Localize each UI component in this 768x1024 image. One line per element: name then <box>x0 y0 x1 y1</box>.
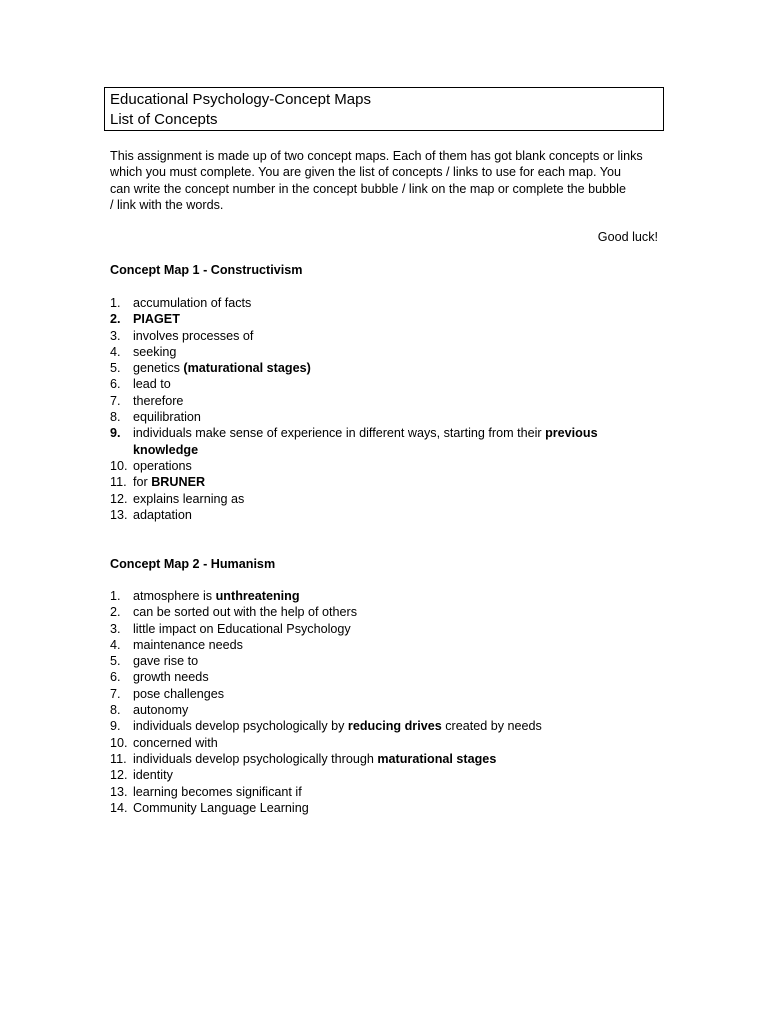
item-text-bold: reducing drives <box>347 719 442 734</box>
list-item <box>110 393 662 409</box>
item-number: 5. <box>110 654 121 669</box>
item-number: 11. <box>110 751 127 766</box>
item-number: 7. <box>110 686 121 701</box>
item-text-part: autonomy <box>133 703 189 718</box>
item-text <box>133 687 224 701</box>
list-item <box>110 474 662 490</box>
item-text <box>133 296 251 310</box>
list-item <box>110 588 662 604</box>
item-text <box>133 312 180 326</box>
item-text <box>133 492 244 506</box>
item-text <box>133 638 243 652</box>
item-text <box>133 622 351 636</box>
list-item <box>110 344 662 360</box>
item-text-bold: maturational stages <box>377 751 497 766</box>
list-item <box>110 767 662 783</box>
list-item <box>110 458 662 474</box>
title-box <box>104 87 664 131</box>
item-number: 4. <box>110 344 121 359</box>
item-number: 6. <box>110 670 121 685</box>
item-text-part: for <box>133 475 152 490</box>
list-item <box>110 621 662 637</box>
item-number: 8. <box>110 703 121 718</box>
list-item <box>110 328 662 344</box>
list-item <box>110 702 662 718</box>
list-item <box>110 735 662 751</box>
item-text <box>133 459 192 473</box>
concept-map-2-title: Concept Map 2 - Humanism <box>110 557 276 571</box>
list-item <box>110 311 662 327</box>
list-item <box>110 507 662 523</box>
item-number: 14. <box>110 800 128 815</box>
item-text <box>133 329 253 343</box>
item-text-part: lead to <box>133 377 171 392</box>
item-number: 12. <box>110 768 128 783</box>
item-number: 12. <box>110 491 128 506</box>
item-text-bold: (maturational stages) <box>183 361 311 376</box>
item-text-part: individuals make sense of experience in different ways, starting from their <box>133 426 546 441</box>
item-text <box>133 508 192 522</box>
item-number: 10. <box>110 458 128 473</box>
list-item <box>110 604 662 620</box>
concept-map-2-list <box>110 588 662 816</box>
intro-paragraph <box>110 148 662 213</box>
item-text-part: accumulation of facts <box>133 296 252 310</box>
list-item <box>110 686 662 702</box>
list-item <box>110 637 662 653</box>
item-text <box>133 410 201 424</box>
item-text-part: Community Language Learning <box>133 800 309 815</box>
item-text <box>133 475 205 489</box>
item-text-part: created by needs <box>441 719 542 734</box>
item-text <box>133 361 311 375</box>
closing-text: Good luck! <box>597 230 658 244</box>
item-text-part: can be sorted out with the help of others <box>133 605 358 620</box>
item-number: 4. <box>110 637 121 652</box>
list-item <box>110 751 662 767</box>
item-text <box>133 801 309 815</box>
item-text-part: adaptation <box>133 507 192 522</box>
item-text-part: individuals develop psychologically by <box>133 719 348 734</box>
item-text <box>133 589 300 603</box>
list-item <box>110 360 662 376</box>
document-title: Educational Psychology-Concept Maps <box>110 91 371 108</box>
item-text <box>133 654 198 668</box>
list-item <box>110 669 662 685</box>
item-text <box>133 345 176 359</box>
list-item <box>110 409 662 425</box>
item-number: 6. <box>110 377 121 392</box>
item-text-part: operations <box>133 458 192 473</box>
item-text-part: therefore <box>133 393 184 408</box>
item-text-part: growth needs <box>133 670 209 685</box>
item-number: 1. <box>110 296 121 310</box>
item-text-part: concerned with <box>133 735 218 750</box>
item-text-part: identity <box>133 768 173 783</box>
item-number: 3. <box>110 328 121 343</box>
item-number: 1. <box>110 589 121 603</box>
list-item <box>110 653 662 669</box>
item-text <box>133 670 209 684</box>
item-text-part: little impact on Educational Psychology <box>133 621 351 636</box>
intro-line: This assignment is made up of two concept maps. Each of them has got blank concepts or links <box>110 149 643 163</box>
list-item <box>110 718 662 734</box>
item-text <box>133 426 598 456</box>
concept-map-1-list <box>110 295 662 523</box>
item-text-part: equilibration <box>133 410 201 425</box>
item-number: 11. <box>110 475 127 490</box>
item-text <box>133 703 188 717</box>
item-number: 8. <box>110 410 121 425</box>
item-text-part: individuals develop psychologically through <box>133 751 378 766</box>
list-item <box>110 800 662 816</box>
item-text <box>133 377 171 391</box>
item-text <box>133 736 218 750</box>
item-text-part: explains learning as <box>133 491 245 506</box>
item-text-part: pose challenges <box>133 686 225 701</box>
list-item <box>110 784 662 800</box>
intro-line: which you must complete. You are given the list of concepts / links to use for each map. You <box>110 165 622 180</box>
item-text-bold: previous knowledge <box>133 426 598 457</box>
list-item <box>110 425 662 458</box>
item-number: 5. <box>110 361 121 376</box>
item-number: 2. <box>110 605 121 620</box>
list-item <box>110 491 662 507</box>
item-number: 9. <box>110 719 121 734</box>
intro-line: can write the concept number in the concept bubble / link on the map or complete the bubble <box>110 181 626 196</box>
item-number: 13. <box>110 507 128 522</box>
list-item <box>110 376 662 392</box>
item-text-part: seeking <box>133 344 177 359</box>
item-text-part: maintenance needs <box>133 637 243 652</box>
item-text-bold: PIAGET <box>133 312 180 327</box>
item-text <box>133 719 542 733</box>
item-number: 13. <box>110 784 128 799</box>
intro-line: / link with the words. <box>110 197 224 212</box>
document-subtitle: List of Concepts <box>110 111 218 128</box>
item-number: 2. <box>110 312 121 327</box>
concept-map-1-title: Concept Map 1 - Constructivism <box>110 263 303 277</box>
item-text <box>133 752 496 766</box>
item-text-part: learning becomes significant if <box>133 784 302 799</box>
list-item <box>110 295 662 311</box>
item-number: 7. <box>110 393 121 408</box>
item-text <box>133 605 357 619</box>
item-text-part: atmosphere is <box>133 589 216 603</box>
item-text <box>133 394 183 408</box>
item-text-bold: unthreatening <box>215 589 300 603</box>
item-text-part: involves processes of <box>133 328 254 343</box>
item-text <box>133 768 173 782</box>
item-text-part: genetics <box>133 361 184 376</box>
item-number: 10. <box>110 735 128 750</box>
item-text-part: gave rise to <box>133 654 199 669</box>
item-text <box>133 785 302 799</box>
item-number: 3. <box>110 621 121 636</box>
item-number: 9. <box>110 426 121 441</box>
item-text-bold: BRUNER <box>151 475 206 490</box>
